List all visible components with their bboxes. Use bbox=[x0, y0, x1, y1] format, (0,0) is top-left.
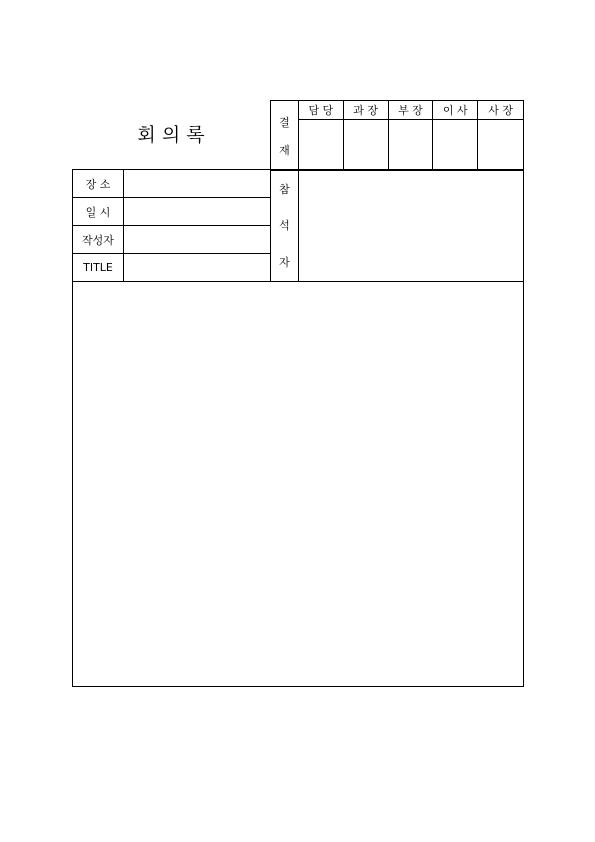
approval-sign-dept-head[interactable] bbox=[388, 120, 433, 171]
attendees-field[interactable] bbox=[299, 170, 524, 282]
title-label: TITLE bbox=[73, 254, 124, 282]
approval-header-staff: 담 당 bbox=[298, 101, 343, 120]
datetime-label: 일 시 bbox=[73, 198, 124, 226]
approval-header-director: 이 사 bbox=[433, 101, 478, 120]
approval-side-label bbox=[271, 101, 299, 171]
attendees-char-3: 자 bbox=[279, 256, 290, 270]
approval-header-dept-head: 부 장 bbox=[388, 101, 433, 120]
approval-sign-president[interactable] bbox=[478, 120, 524, 171]
approval-side-char-1: 결 bbox=[279, 115, 290, 129]
place-field[interactable] bbox=[124, 170, 271, 198]
author-label: 작성자 bbox=[73, 226, 124, 254]
minutes-content-area[interactable] bbox=[72, 281, 524, 687]
approval-sign-section-chief[interactable] bbox=[343, 120, 388, 171]
approval-table bbox=[270, 100, 524, 171]
page-title: 회 의 록 bbox=[137, 124, 205, 146]
info-table bbox=[72, 169, 524, 282]
title-field[interactable] bbox=[124, 254, 271, 282]
attendees-char-2: 석 bbox=[279, 219, 290, 233]
attendees-label bbox=[271, 170, 299, 282]
place-label: 장 소 bbox=[73, 170, 124, 198]
author-field[interactable] bbox=[124, 226, 271, 254]
approval-header-president: 사 장 bbox=[478, 101, 524, 120]
approval-header-section-chief: 과 장 bbox=[343, 101, 388, 120]
datetime-field[interactable] bbox=[124, 198, 271, 226]
approval-side-char-2: 재 bbox=[279, 143, 290, 157]
attendees-char-1: 참 bbox=[279, 182, 290, 196]
approval-sign-director[interactable] bbox=[433, 120, 478, 171]
approval-sign-staff[interactable] bbox=[298, 120, 343, 171]
